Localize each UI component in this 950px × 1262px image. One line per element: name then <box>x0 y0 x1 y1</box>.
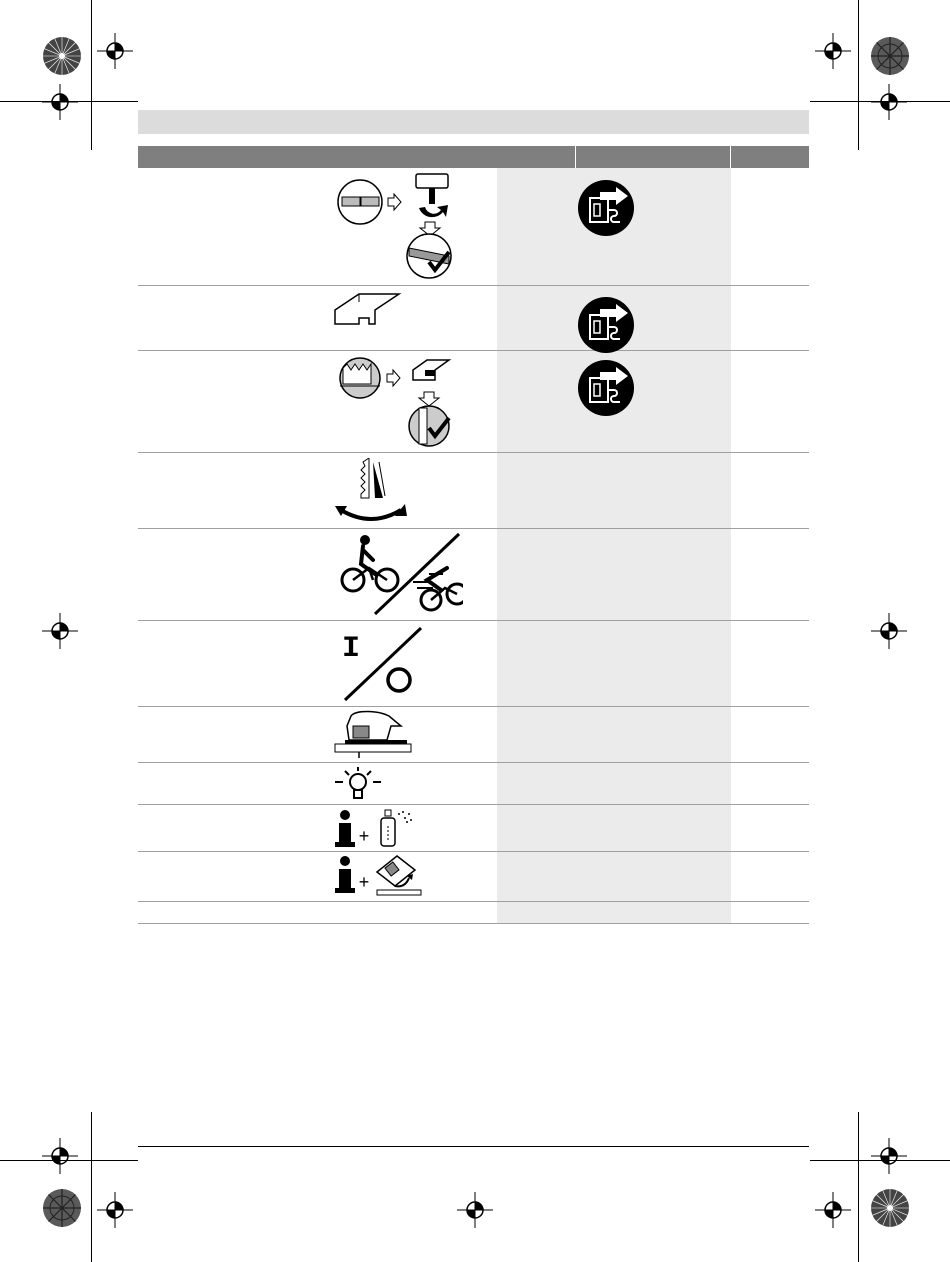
registration-mark-icon <box>457 1192 493 1228</box>
saw-blade-change-icon <box>333 170 463 280</box>
cyclist-speed-icon <box>333 532 463 616</box>
row-divider <box>138 901 809 902</box>
registration-mark-icon <box>97 33 133 69</box>
unplug-mains-icon <box>576 358 636 418</box>
svg-text:+: + <box>358 872 370 892</box>
title-bar <box>138 110 809 134</box>
row-divider <box>138 452 809 453</box>
registration-mark-icon <box>815 1192 851 1228</box>
registration-mark-icon <box>42 84 78 120</box>
row-divider <box>138 762 809 763</box>
footer-rule <box>138 1146 809 1147</box>
svg-text:I: I <box>341 632 361 666</box>
splinter-guard-icon <box>333 356 463 448</box>
registration-mark-icon <box>871 84 907 120</box>
table-header <box>138 146 809 168</box>
unplug-mains-icon <box>576 178 636 238</box>
row-divider <box>138 350 809 351</box>
table-bottom-rule <box>138 923 809 924</box>
registration-mark-icon <box>871 1138 907 1174</box>
on-off-switch-icon <box>333 624 423 704</box>
jigsaw-on-workpiece-icon <box>333 710 413 758</box>
registration-mark-icon <box>97 1192 133 1228</box>
row-divider <box>138 620 809 621</box>
row-divider <box>138 804 809 805</box>
registration-mark-icon <box>42 613 78 649</box>
info-spray-icon <box>333 808 423 850</box>
row-divider <box>138 706 809 707</box>
base-plate-icon <box>333 292 403 332</box>
light-bulb-icon <box>333 766 383 802</box>
color-rosette-icon <box>870 36 910 76</box>
registration-mark-icon <box>871 613 907 649</box>
pendulum-icon <box>333 458 413 524</box>
unplug-mains-icon <box>576 295 636 355</box>
row-divider <box>138 285 809 286</box>
color-rosette-icon <box>42 36 82 76</box>
color-rosette-icon <box>42 1188 82 1228</box>
color-rosette-icon <box>870 1188 910 1228</box>
info-bevel-cut-icon <box>333 854 423 898</box>
shaded-column <box>497 168 731 924</box>
registration-mark-icon <box>42 1138 78 1174</box>
svg-text:+: + <box>358 826 370 846</box>
row-divider <box>138 528 809 529</box>
row-divider <box>138 851 809 852</box>
registration-mark-icon <box>815 33 851 69</box>
